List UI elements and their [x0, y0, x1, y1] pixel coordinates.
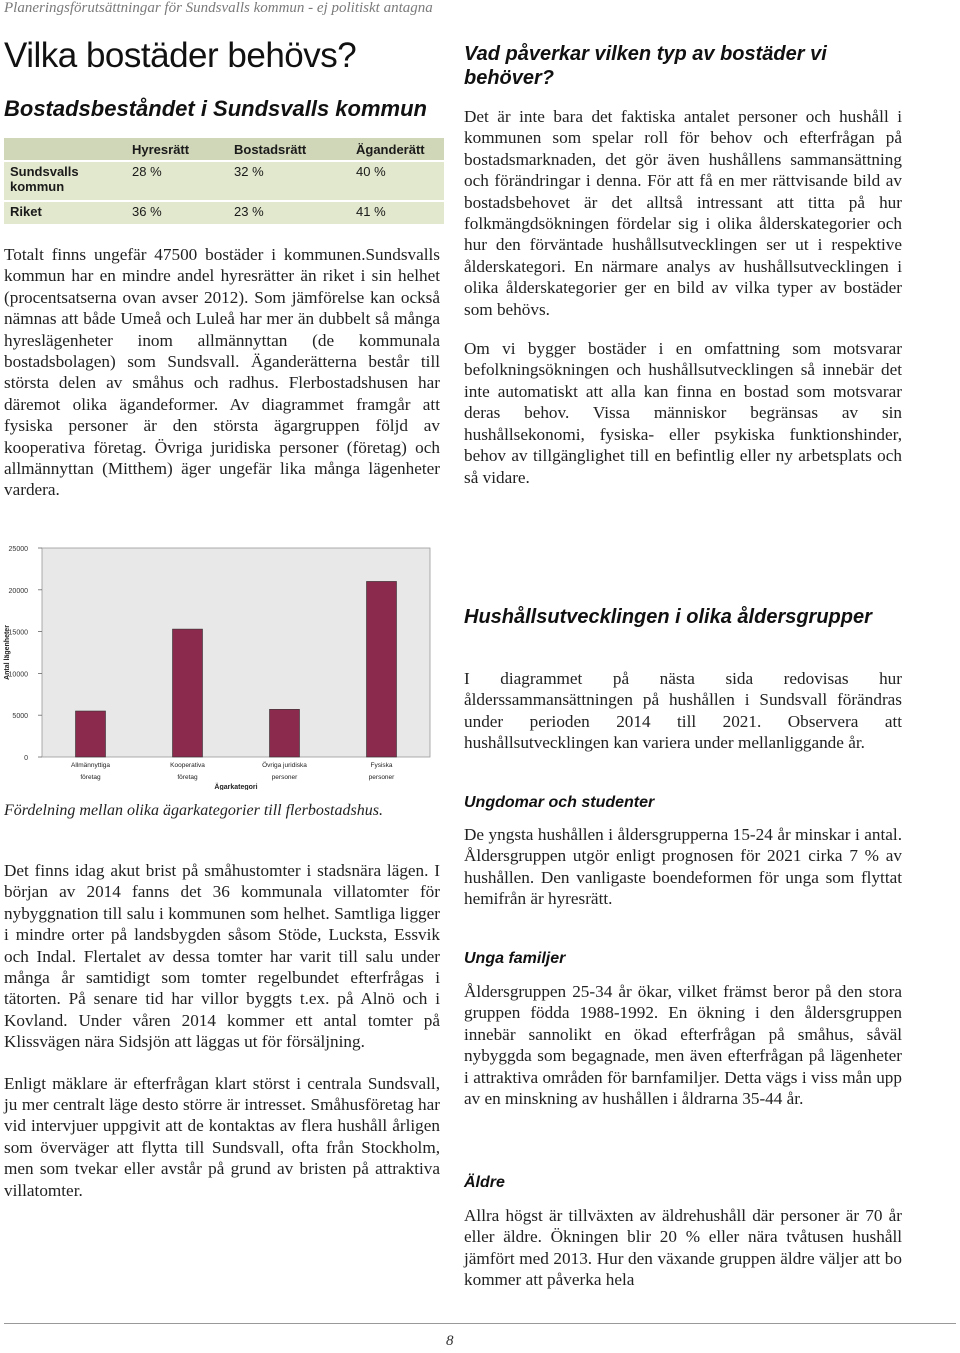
y-tick-label: 5000 — [12, 713, 28, 721]
table-row — [4, 161, 444, 201]
x-axis-label: Ägarkategori — [214, 784, 258, 790]
chart-caption: Fördelning mellan olika ägarkategorier till flerbostadshus. — [4, 802, 383, 819]
y-axis-label: Antal lägenheter — [4, 625, 11, 680]
chart-bar — [173, 629, 203, 757]
right-upper-text — [464, 106, 902, 500]
running-header: Planeringsförutsättningar för Sundsvalls kommun - ej politiskt antagna — [4, 0, 433, 16]
paragraph: Totalt finns ungefär 47500 bostäder i kommunen.Sundsvalls kommun har en mindre andel hyresrätter än riket i sin helhet (procentsatserna ovan avser 2012). Som jämförelse kan också nämnas att både Umeå och Luleå har mer än dubbelt så många hyreslägenheter inom allmännyttan (de kommunala bostadsbolagen) som Sundsvall. Äganderätterna består till största delen av småhus och radhus. Flerbostadshusen har däremot olika ägandeformer. Av diagrammet framgår att fysiska personer är den största ägargruppen följd av kooperativa företag. Övriga juridiska personer (företag) och allmännyttan (Mitthem) äger ungefär lika många lägenheter vardera. — [4, 245, 440, 500]
page-title: Vilka bostäder behövs? — [4, 36, 357, 75]
y-tick-label: 10000 — [8, 671, 28, 679]
y-tick-label: 0 — [24, 755, 28, 762]
heading-household-development: Hushållsutvecklingen i olika åldersgrupper — [464, 606, 872, 628]
x-category-label: företag — [177, 774, 198, 781]
x-category-label: Allmännyttiga — [70, 762, 111, 769]
table-row-label: Sundsvalls kommun — [4, 161, 126, 201]
table-cell: 40 % — [350, 161, 444, 201]
ownership-bar-chart — [0, 540, 440, 790]
y-tick-label: 25000 — [8, 546, 28, 553]
subhead-elderly: Äldre — [464, 1174, 505, 1191]
table-section-title: Bostadsbeståndet i Sundsvalls kommun — [4, 96, 427, 121]
chart-bar — [76, 711, 106, 757]
table-cell: 32 % — [228, 161, 350, 201]
page-number: 8 — [446, 1333, 454, 1349]
subhead-youth: Ungdomar och studenter — [464, 794, 655, 811]
table-cell: 28 % — [126, 161, 228, 201]
paragraph: De yngsta hushållen i åldersgrupperna 15-24 år minskar i antal. Åldersgruppen utgör enligt prognosen för 2021 cirka 7 % av hushållen. Den vanligaste boendeformen för unga som flyttat hemifrån är hyresrätt. — [464, 825, 902, 909]
ownership-table — [4, 138, 444, 224]
paragraph: Det finns idag akut brist på småhustomter i stadsnära lägen. I början av 2014 fanns det 36 kommunala villatomter för nybyggnation till salu i kommunen som helhet. Samtliga ligger i mindre orter på landsbygden såsom Stöde, Lucksta, Essvik och Indal. Flertalet av dessa tomter har varit till salu under många år samtidigt som tomter regelbundet efterfrågas i tätorten. På senare tid har villor byggts t.ex. på Alnö och i Kovland. Under våren 2014 kommer ett antal tomter på Klissvägen nära Sidsjön att läggas ut för försäljning. — [4, 861, 440, 1052]
table-cell: 23 % — [228, 201, 350, 224]
youth-text — [464, 824, 902, 922]
table-header-cell: Bostadsrätt — [228, 138, 350, 161]
x-category-label: Övriga juridiska — [262, 762, 307, 769]
left-intro-paragraph — [4, 244, 440, 513]
heading-housing-needs: Vad påverkar vilken typ av bostäder vi behöver? — [464, 43, 827, 89]
table-header-cell — [4, 138, 126, 161]
table-header-cell: Hyresrätt — [126, 138, 228, 161]
x-category-label: Kooperativa — [170, 762, 205, 769]
chart-bar — [367, 581, 397, 757]
table-row-label: Riket — [4, 201, 126, 224]
paragraph: Enligt mäklare är efterfrågan klart störst i centrala Sundsvall, ju mer centralt läge desto större är intresset. Småhusföretag har vid intervjuer uppgivit att de kontaktas av flera hushåll årligen som överväger att flytta till Sundsvall, ofta från Stockholm, men som tvekar eller avstår på grund av bristen på attraktiva villatomter. — [4, 1073, 440, 1200]
table-cell: 41 % — [350, 201, 444, 224]
y-tick-label: 15000 — [8, 629, 28, 637]
paragraph: Det är inte bara det faktiska antalet personer och hushåll i kommunen som spelar roll för behov och efterfrågan på bostadsmarknaden, det gör även hushållens sammansättning och förändringar i denna. För att få en mer rättvisande bild av bostadsbehovet är det alltså intressant att titta på hur folkmängdsökningen fördelar sig i olika ålderskategorier och hur den förväntade hushållsutvecklingen ser ut i respektive ålderskategori. En närmare analys av hushållsutvecklingen i olika ålderskategorier ger en bild av vilka typer av bostäder som behövs. — [464, 107, 902, 319]
x-category-label: Fysiska — [370, 762, 393, 769]
table-header-row — [4, 138, 444, 161]
families-text — [464, 981, 902, 1121]
paragraph: Allra högst är tillväxten av äldrehushåll där personer är 70 år eller äldre. Ökningen blir 20 % eller nära tvåtusen hushåll jämfört med 2013. Hur den växande gruppen äldre väljer att bo kommer att påverka hela — [464, 1206, 902, 1290]
x-category-label: personer — [368, 774, 395, 781]
paragraph: Om vi bygger bostäder i en omfattning som motsvarar befolkningsökningen och hushållsutvecklingen så innebär det inte automatiskt att alla kan finna en bostad som motsvarar deras behov. Vissa människor begränsas av sin hushållsekonomi, fysiska- eller psykiska funktionshinder, behov av tillgänglighet till en befintlig eller ny arbetsplats och så vidare. — [464, 339, 902, 487]
left-lower-text — [4, 860, 440, 1213]
footer-rule — [4, 1323, 956, 1324]
paragraph: I diagrammet på nästa sida redovisas hur ålderssammansättningen på hushållen i Sundsvall förändras under perioden 2014 till 2021. Observera att hushållsutvecklingen kan variera under mellanliggande år. — [464, 669, 902, 753]
x-category-label: personer — [271, 774, 298, 781]
paragraph: Åldersgruppen 25-34 år ökar, vilket främst beror på den stora gruppen födda 1988-1992. En ökning i den åldersgruppen innebär sannolikt en ökad efterfrågan på småhus, såväl nybyggda som begagnade, men även efterfrågan på lägenheter i attraktiva områden för barnfamiljer. Detta vägs i viss mån upp av en minskning av hushållen i åldrarna 35-44 år. — [464, 982, 902, 1109]
table-header-cell: Äganderätt — [350, 138, 444, 161]
table-cell: 36 % — [126, 201, 228, 224]
chart-bar — [270, 709, 300, 757]
x-category-label: företag — [80, 774, 101, 781]
right-household-paragraph — [464, 668, 902, 766]
y-tick-label: 20000 — [8, 587, 28, 595]
elderly-text — [464, 1205, 902, 1303]
subhead-families: Unga familjer — [464, 950, 566, 967]
table-row — [4, 201, 444, 224]
